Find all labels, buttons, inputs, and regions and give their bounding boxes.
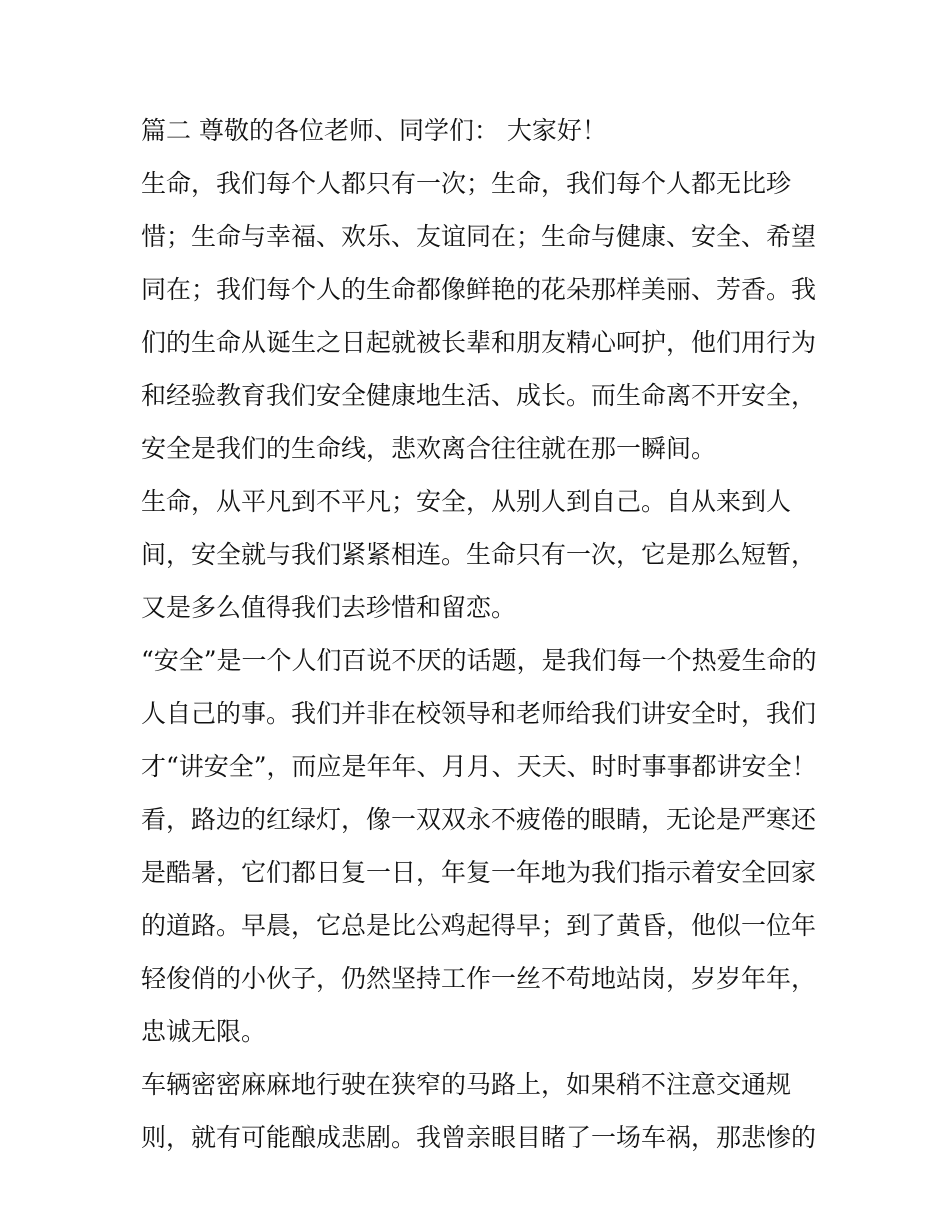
text-line: 轻俊俏的小伙子，仍然坚持工作一丝不苟地站岗，岁岁年年，: [141, 964, 817, 993]
text-line: 车辆密密麻麻地行驶在狭窄的马路上，如果稍不注意交通规: [141, 1070, 792, 1099]
heading-line: 篇二 尊敬的各位老师、同学们： 大家好！: [141, 116, 607, 145]
text-line: “安全”是一个人们百说不厌的话题，是我们每一个热爱生命的: [141, 646, 817, 675]
text-line: 惜；生命与幸福、欢乐、友谊同在；生命与健康、安全、希望: [141, 222, 817, 251]
document-body: [141, 112, 821, 1157]
text-line: 才“讲安全”，而应是年年、月月、天天、时时事事都讲安全！: [141, 752, 817, 781]
text-line: 看，路边的红绿灯，像一双双永不疲倦的眼睛，无论是严寒还: [141, 805, 817, 834]
text-line: 的道路。早晨，它总是比公鸡起得早；到了黄昏，他似一位年: [141, 911, 817, 940]
text-line: 又是多么值得我们去珍惜和留恋。: [141, 593, 517, 622]
text-line: 安全是我们的生命线，悲欢离合往往就在那一瞬间。: [141, 434, 717, 463]
text-line: 和经验教育我们安全健康地生活、成长。而生命离不开安全，: [141, 381, 817, 410]
text-line: 同在；我们每个人的生命都像鲜艳的花朵那样美丽、芳香。我: [141, 275, 817, 304]
text-line: 们的生命从诞生之日起就被长辈和朋友精心呵护，他们用行为: [141, 328, 817, 357]
text-line: 则，就有可能酿成悲剧。我曾亲眼目睹了一场车祸，那悲惨的: [141, 1123, 817, 1152]
text-line: 忠诚无限。: [141, 1017, 267, 1046]
text-line: 间，安全就与我们紧紧相连。生命只有一次，它是那么短暂，: [141, 540, 817, 569]
text-line: 生命，从平凡到不平凡；安全，从别人到自己。自从来到人: [141, 487, 792, 516]
text-line: 人自己的事。我们并非在校领导和老师给我们讲安全时，我们: [141, 699, 817, 728]
text-line: 生命，我们每个人都只有一次；生命，我们每个人都无比珍: [141, 169, 792, 198]
text-line: 是酷暑，它们都日复一日，年复一年地为我们指示着安全回家: [141, 858, 817, 887]
